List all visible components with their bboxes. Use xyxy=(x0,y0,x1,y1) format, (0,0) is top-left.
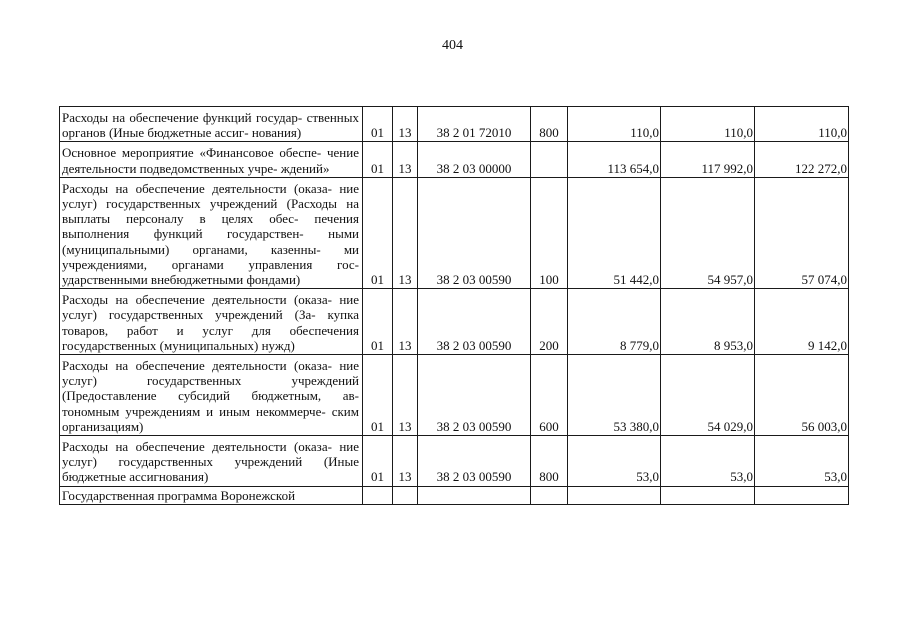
section-code-cell: 13 xyxy=(393,177,418,288)
amount-year2-cell xyxy=(661,486,755,504)
table-row xyxy=(60,177,849,288)
description-cell xyxy=(60,142,363,177)
description-line: ными (муниципальными) органами, казенны- xyxy=(62,226,359,257)
amount-year2-cell: 53,0 xyxy=(661,436,755,487)
amount-year1-cell: 53,0 xyxy=(568,436,661,487)
description-cell xyxy=(60,177,363,288)
ministry-code-cell: 01 xyxy=(363,177,393,288)
expense-type-cell xyxy=(531,486,568,504)
table-row xyxy=(60,355,849,436)
section-code-cell: 13 xyxy=(393,355,418,436)
description-line: ние услуг) государственных учреждений xyxy=(62,439,359,470)
ministry-code-cell xyxy=(363,486,393,504)
page-number: 404 xyxy=(442,38,463,53)
description-line: (Предоставление субсидий бюджетным, ав- xyxy=(62,388,359,404)
expense-type-cell xyxy=(531,142,568,177)
description-line: (Иные бюджетные ассигнования) xyxy=(62,454,359,485)
description-line: Основное мероприятие «Финансовое обеспе- xyxy=(62,145,322,161)
expense-type-cell: 800 xyxy=(531,107,568,142)
description-cell xyxy=(60,289,363,355)
description-cell xyxy=(60,355,363,436)
amount-year2-cell: 110,0 xyxy=(661,107,755,142)
amount-year3-cell: 56 003,0 xyxy=(755,355,849,436)
expense-type-cell: 800 xyxy=(531,436,568,487)
table-row xyxy=(60,436,849,487)
amount-year3-cell: 57 074,0 xyxy=(755,177,849,288)
amount-year2-cell: 8 953,0 xyxy=(661,289,755,355)
description-line: Расходы на обеспечение деятельности (оказа- xyxy=(62,358,332,374)
amount-year1-cell xyxy=(568,486,661,504)
amount-year2-cell: 54 957,0 xyxy=(661,177,755,288)
section-code-cell: 13 xyxy=(393,289,418,355)
amount-year1-cell: 53 380,0 xyxy=(568,355,661,436)
amount-year3-cell: 122 272,0 xyxy=(755,142,849,177)
target-article-cell: 38 2 03 00590 xyxy=(418,436,531,487)
amount-year1-cell: 51 442,0 xyxy=(568,177,661,288)
amount-year1-cell: 113 654,0 xyxy=(568,142,661,177)
description-cell xyxy=(60,107,363,142)
section-code-cell: 13 xyxy=(393,142,418,177)
table-row xyxy=(60,486,849,504)
description-line: ние услуг) государственных учреждений xyxy=(62,180,359,212)
ministry-code-cell: 01 xyxy=(363,107,393,142)
budget-table xyxy=(59,106,849,505)
section-code-cell: 13 xyxy=(393,436,418,487)
ministry-code-cell: 01 xyxy=(363,289,393,355)
amount-year3-cell: 110,0 xyxy=(755,107,849,142)
amount-year1-cell: 110,0 xyxy=(568,107,661,142)
table-row xyxy=(60,289,849,355)
description-line: ние услуг) государственных учреждений xyxy=(62,358,359,389)
table-row xyxy=(60,142,849,177)
amount-year1-cell: 8 779,0 xyxy=(568,289,661,355)
description-line: Расходы на обеспечение функций государ- xyxy=(62,110,303,125)
description-line: Расходы на обеспечение деятельности (оказа- xyxy=(62,439,332,455)
section-code-cell xyxy=(393,486,418,504)
amount-year2-cell: 117 992,0 xyxy=(661,142,755,177)
description-line: Расходы на обеспечение деятельности (оказа- xyxy=(62,180,332,196)
target-article-cell: 38 2 03 00000 xyxy=(418,142,531,177)
description-line: (Расходы на выплаты персоналу в целях обес- xyxy=(62,196,359,227)
amount-year3-cell: 9 142,0 xyxy=(755,289,849,355)
description-line: ние услуг) государственных учреждений (За- xyxy=(62,292,359,323)
description-line: чение деятельности подведомственных учре- xyxy=(62,145,359,176)
description-line: Государственная программа Воронежской xyxy=(62,487,296,503)
description-line: купка товаров, работ и услуг для обеспечения xyxy=(62,307,359,338)
ministry-code-cell: 01 xyxy=(363,355,393,436)
description-line: ским организациям) xyxy=(62,403,359,434)
description-line: государственных (муниципальных) нужд) xyxy=(62,337,295,353)
table-row xyxy=(60,107,849,142)
target-article-cell: 38 2 03 00590 xyxy=(418,289,531,355)
description-line: Расходы на обеспечение деятельности (оказа- xyxy=(62,292,332,308)
target-article-cell: 38 2 03 00590 xyxy=(418,177,531,288)
expense-type-cell: 600 xyxy=(531,355,568,436)
ministry-code-cell: 01 xyxy=(363,436,393,487)
description-cell xyxy=(60,436,363,487)
description-line: печения выполнения функций государствен- xyxy=(62,211,359,242)
description-line: нования) xyxy=(251,125,302,141)
description-line: ми учреждениями, органами управления гос- xyxy=(62,241,359,272)
description-line: тономным учреждениям и иным некоммерче- xyxy=(62,403,326,419)
amount-year3-cell: 53,0 xyxy=(755,436,849,487)
description-line: ждений» xyxy=(280,160,330,176)
target-article-cell xyxy=(418,486,531,504)
amount-year3-cell xyxy=(755,486,849,504)
description-line: ударственными внебюджетными фондами) xyxy=(62,272,301,288)
description-cell xyxy=(60,486,363,504)
expense-type-cell: 200 xyxy=(531,289,568,355)
section-code-cell: 13 xyxy=(393,107,418,142)
expense-type-cell: 100 xyxy=(531,177,568,288)
amount-year2-cell: 54 029,0 xyxy=(661,355,755,436)
target-article-cell: 38 2 01 72010 xyxy=(418,107,531,142)
description-line: ственных органов (Иные бюджетные ассиг- xyxy=(62,110,359,141)
ministry-code-cell: 01 xyxy=(363,142,393,177)
target-article-cell: 38 2 03 00590 xyxy=(418,355,531,436)
